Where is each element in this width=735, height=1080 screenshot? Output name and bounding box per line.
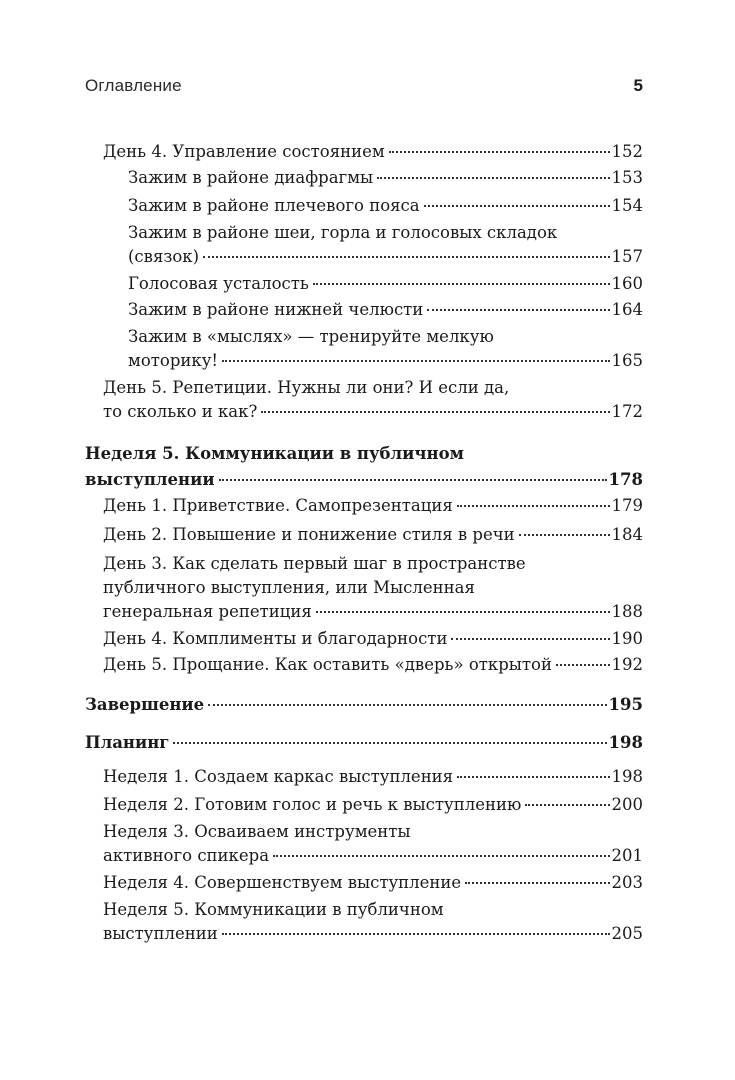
dot-leader [424, 205, 610, 207]
toc-subentry [128, 298, 643, 322]
toc-entry-row [128, 166, 643, 190]
toc-entry [103, 765, 643, 789]
toc-page-number: 154 [611, 196, 643, 215]
toc-entry [103, 376, 643, 424]
dot-leader [457, 505, 610, 507]
toc-page-number: 192 [611, 655, 643, 674]
toc-subentry [128, 221, 643, 269]
toc-subentry [128, 166, 643, 190]
toc-entry [103, 898, 643, 946]
toc-entry-title-line: Неделя 5. Коммуникации в публичном [103, 900, 444, 919]
toc-entry [103, 653, 643, 677]
toc-subentry [128, 272, 643, 296]
toc-entry-row [103, 600, 643, 624]
toc-entry [103, 627, 643, 651]
toc-entry-title-line: Зажим в районе нижней челюсти [128, 300, 424, 319]
toc-page-number: 160 [611, 274, 643, 293]
toc-page-number: 179 [611, 496, 643, 515]
toc-entry-title-line: публичного выступления, или Мысленная [103, 578, 475, 597]
toc-entry [103, 494, 643, 518]
toc-page-number: 198 [608, 733, 643, 752]
dot-leader [219, 479, 607, 481]
toc-entry-title-line: Планинг [85, 733, 170, 752]
toc-entry [103, 140, 643, 164]
toc-entry-row [85, 692, 643, 718]
toc-page-number: 184 [611, 525, 643, 544]
toc-entry-title-line: активного спикера [103, 846, 270, 865]
toc-entry-title-line: Зажим в районе плечевого пояса [128, 196, 420, 215]
page-header [85, 76, 643, 98]
toc-section-entry [85, 692, 643, 718]
toc-entry-title-line: генеральная репетиция [103, 602, 312, 621]
dot-leader [208, 704, 606, 706]
running-head: Оглавление [85, 76, 182, 95]
toc-entry-title-line: Голосовая усталость [128, 274, 309, 293]
toc-entry-title-line: День 4. Комплименты и благодарности [103, 629, 448, 648]
toc-entry-row [103, 627, 643, 651]
toc-entry-title-line: День 5. Прощание. Как оставить «дверь» открытой [103, 655, 552, 674]
dot-leader [313, 283, 610, 285]
toc-entry-row [103, 793, 643, 817]
toc-entry [103, 793, 643, 817]
toc-entry-title-line: День 3. Как сделать первый шаг в пространстве [103, 554, 526, 573]
toc-entry-row [128, 245, 643, 269]
page-number: 5 [633, 76, 643, 95]
toc-entry-title-line: Неделя 2. Готовим голос и речь к выступлению [103, 795, 522, 814]
dot-leader [465, 882, 609, 884]
toc-page-number: 203 [611, 873, 643, 892]
toc-entry-row [103, 765, 643, 789]
toc-entry-title-line: День 1. Приветствие. Самопрезентация [103, 496, 453, 515]
toc-entry-title-line: Неделя 4. Совершенствуем выступление [103, 873, 462, 892]
toc-page-number: 152 [611, 142, 643, 161]
toc-entry-title-line: Зажим в «мыслях» — тренируйте мелкую [128, 327, 494, 346]
toc-entry-row [103, 871, 643, 895]
toc-page-number: 190 [611, 629, 643, 648]
toc-section-entry [85, 730, 643, 756]
toc-entry-row [128, 349, 643, 373]
toc-section-entry [85, 441, 643, 493]
toc-entry-row [128, 194, 643, 218]
toc-entry-title-line: Зажим в районе диафрагмы [128, 168, 374, 187]
dot-leader [203, 256, 609, 258]
dot-leader [427, 309, 609, 311]
dot-leader [457, 776, 609, 778]
toc-entry-title-line: День 5. Репетиции. Нужны ли они? И если да, [103, 378, 510, 397]
toc-page-number: 198 [611, 767, 643, 786]
dot-leader [377, 177, 609, 179]
toc-entry-row [128, 298, 643, 322]
toc-subentry [128, 325, 643, 373]
toc-page-number: 164 [611, 300, 643, 319]
toc-page-number: 200 [611, 795, 643, 814]
toc-entry-title-line: Завершение [85, 695, 205, 714]
dot-leader [222, 933, 610, 935]
toc-entry [103, 523, 643, 547]
toc-page-number: 195 [608, 695, 643, 714]
toc-entry [103, 552, 643, 624]
toc-entry-title-line: Неделя 3. Осваиваем инструменты [103, 822, 411, 841]
toc-entry-title-line: Неделя 5. Коммуникации в публичном [85, 444, 464, 463]
dot-leader [525, 804, 609, 806]
toc-entry-row [128, 272, 643, 296]
dot-leader [273, 855, 609, 857]
dot-leader [451, 638, 609, 640]
toc-page-number: 178 [608, 470, 643, 489]
toc-entry [103, 871, 643, 895]
toc-subentry [128, 194, 643, 218]
toc-entry-row [103, 140, 643, 164]
toc-entry-title-line: выступлении [103, 924, 218, 943]
toc-page-number: 201 [611, 846, 643, 865]
toc-entry-title-line: выступлении [85, 470, 215, 489]
toc-entry [103, 820, 643, 868]
toc-entry-title-line: День 2. Повышение и понижение стиля в речи [103, 525, 515, 544]
toc-entry-row [103, 494, 643, 518]
dot-leader [222, 360, 609, 362]
dot-leader [519, 534, 610, 536]
dot-leader [556, 664, 610, 666]
toc-entry-title-line: Неделя 1. Создаем каркас выступления [103, 767, 454, 786]
toc-page-number: 205 [611, 924, 643, 943]
toc-page-number: 172 [611, 402, 643, 421]
dot-leader [173, 742, 606, 744]
toc-entry-title-line: (связок) [128, 247, 200, 266]
dot-leader [316, 611, 610, 613]
dot-leader [261, 411, 609, 413]
toc-entry-row [103, 844, 643, 868]
toc-entry-row [103, 523, 643, 547]
toc-page-number: 157 [611, 247, 643, 266]
toc-page-number: 153 [611, 168, 643, 187]
toc-page-number: 165 [611, 351, 643, 370]
toc-page-number: 188 [611, 602, 643, 621]
toc-entry-row [85, 730, 643, 756]
toc-entry-title-line: моторику! [128, 351, 219, 370]
toc-entry-title-line: то сколько и как? [103, 402, 258, 421]
toc-entry-title-line: Зажим в районе шеи, горла и голосовых складок [128, 223, 558, 242]
toc-entry-title-line: День 4. Управление состоянием [103, 142, 385, 161]
toc-entry-row [103, 400, 643, 424]
toc-entry-row [85, 467, 643, 493]
dot-leader [389, 151, 610, 153]
toc-entry-row [103, 922, 643, 946]
toc-entry-row [103, 653, 643, 677]
